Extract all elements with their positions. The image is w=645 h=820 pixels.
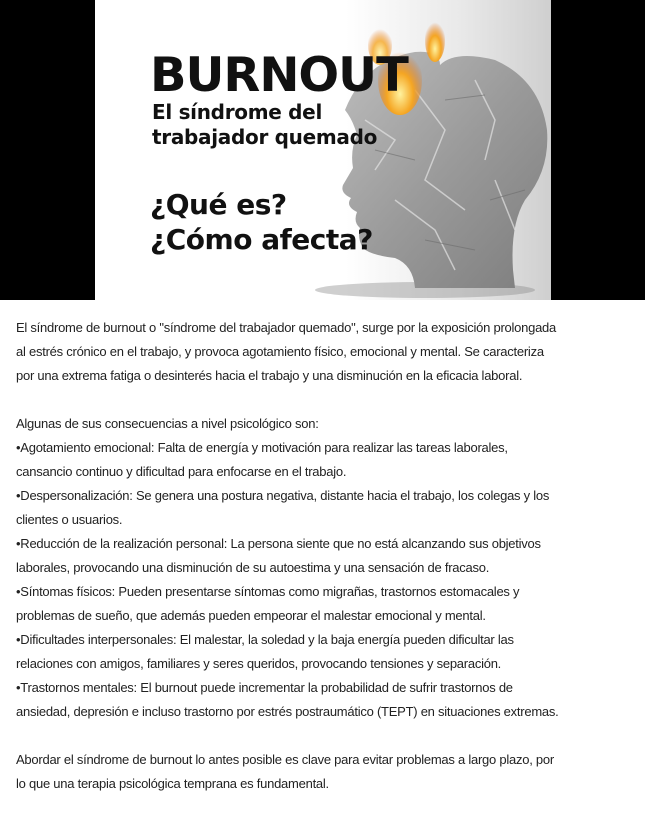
burnout-illustration: [95, 0, 551, 300]
text-line: cansancio continuo y dificultad para enfocarse en el trabajo.: [16, 464, 347, 479]
banner-subtitle-line1: El síndrome del: [152, 100, 323, 124]
text-line: problemas de sueño, que además pueden empeorar el malestar emocional y mental.: [16, 608, 486, 623]
text-line: •Despersonalización: Se genera una postura negativa, distante hacia el trabajo, los colegas y los: [16, 488, 550, 503]
article-body: [16, 316, 636, 820]
banner-subtitle-line2: trabajador quemado: [152, 125, 378, 149]
conclusion-paragraph: [16, 748, 636, 796]
text-line: •Síntomas físicos: Pueden presentarse síntomas como migrañas, trastornos estomacales y: [16, 584, 520, 599]
text-line: relaciones con amigos, familiares y seres queridos, provocando tensiones y separación.: [16, 656, 502, 671]
text-line: ansiedad, depresión e incluso trastorno por estrés postraumático (TEPT) en situaciones extremas.: [16, 704, 559, 719]
text-line: lo que una terapia psicológica temprana es fundamental.: [16, 776, 329, 791]
banner-question-2: ¿Cómo afecta?: [150, 223, 373, 256]
text-line: clientes o usuarios.: [16, 512, 123, 527]
text-line: por una extrema fatiga o desinterés hacia el trabajo y una disminución en la eficacia laboral.: [16, 368, 523, 383]
text-line: Algunas de sus consecuencias a nivel psicológico son:: [16, 416, 319, 431]
banner-title: BURNOUT: [150, 48, 408, 103]
text-line: •Dificultades interpersonales: El malestar, la soledad y la baja energía pueden dificultar las: [16, 632, 514, 647]
text-line: al estrés crónico en el trabajo, y provoca agotamiento físico, emocional y mental. Se caracteriza: [16, 344, 544, 359]
text-line: Abordar el síndrome de burnout lo antes posible es clave para evitar problemas a largo plazo, por: [16, 752, 554, 767]
text-line: •Agotamiento emocional: Falta de energía y motivación para realizar las tareas laborales,: [16, 440, 508, 455]
text-line: El síndrome de burnout o "síndrome del trabajador quemado", surge por la exposición prolongada: [16, 320, 557, 335]
text-line: •Reducción de la realización personal: La persona siente que no está alcanzando sus objetivos: [16, 536, 541, 551]
banner-question-1: ¿Qué es?: [150, 188, 287, 221]
intro-paragraph: [16, 316, 636, 388]
consequences-list: [16, 412, 636, 724]
text-line: •Trastornos mentales: El burnout puede incrementar la probabilidad de sufrir trastornos de: [16, 680, 513, 695]
text-line: laborales, provocando una disminución de su autoestima y una sensación de fracaso.: [16, 560, 490, 575]
banner: [0, 0, 645, 300]
